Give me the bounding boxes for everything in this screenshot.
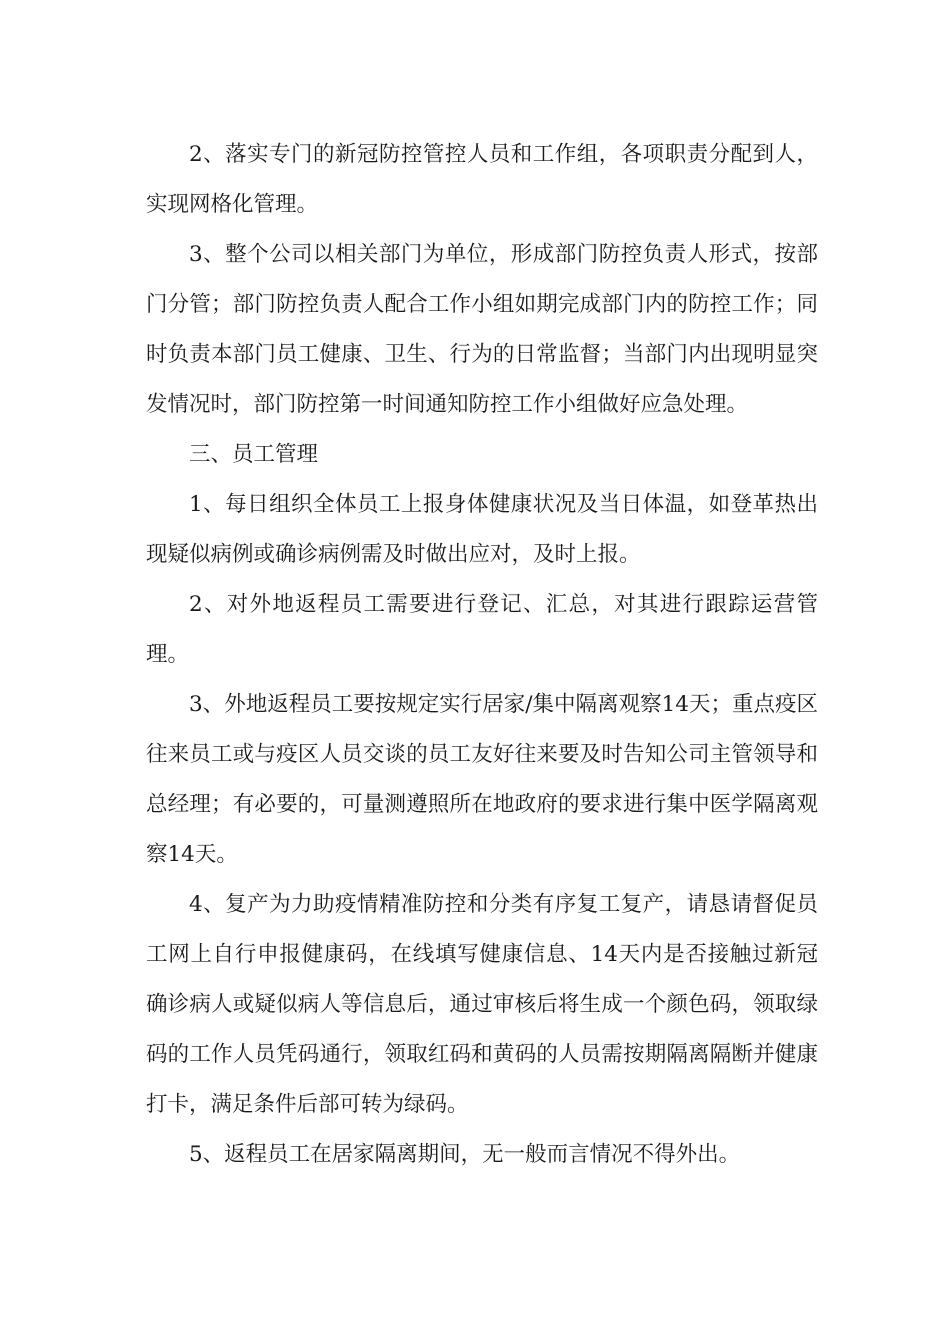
- section-heading-staff-management: 三、员工管理: [189, 442, 319, 467]
- paragraph-assign-staff: 2、落实专门的新冠防控管控人员和工作组，各项职责分配到人，实现网格化管理。: [146, 142, 818, 217]
- paragraph-daily-health-report: 1、每日组织全体员工上报身体健康状况及当日体温，如登革热出现疑似病例或确诊病例需及时做出应对，及时上报。: [146, 492, 818, 567]
- paragraph-quarantine-observation: 3、外地返程员工要按规定实行居家/集中隔离观察14天；重点疫区往来员工或与疫区人员交谈的员工友好往来要及时告知公司主管领导和总经理；有必要的，可量测遵照所在地政府的要求进行集中医学隔离观察14天。: [146, 692, 818, 867]
- paragraph-health-code: 4、复产为力助疫情精准防控和分类有序复工复产，请恳请督促员工网上自行申报健康码，在线填写健康信息、14天内是否接触过新冠确诊病人或疑似病人等信息后，通过审核后将生成一个颜色码，领取绿码的工作人员凭码通行，领取红码和黄码的人员需按期隔离隔断并健康打卡，满足条件后部可转为绿码。: [146, 892, 818, 1117]
- paragraph-home-isolation: 5、返程员工在居家隔离期间，无一般而言情况不得外出。: [189, 1142, 741, 1167]
- paragraph-returning-staff-registration: 2、对外地返程员工需要进行登记、汇总，对其进行跟踪运营管理。: [146, 592, 818, 667]
- paragraph-department-responsibility: 3、整个公司以相关部门为单位，形成部门防控负责人形式，按部门分管；部门防控负责人配合工作小组如期完成部门内的防控工作；同时负责本部门员工健康、卫生、行为的日常监督；当部门内出现明显突发情况时，部门防控第一时间通知防控工作小组做好应急处理。: [146, 242, 818, 417]
- document-body: [146, 130, 818, 1180]
